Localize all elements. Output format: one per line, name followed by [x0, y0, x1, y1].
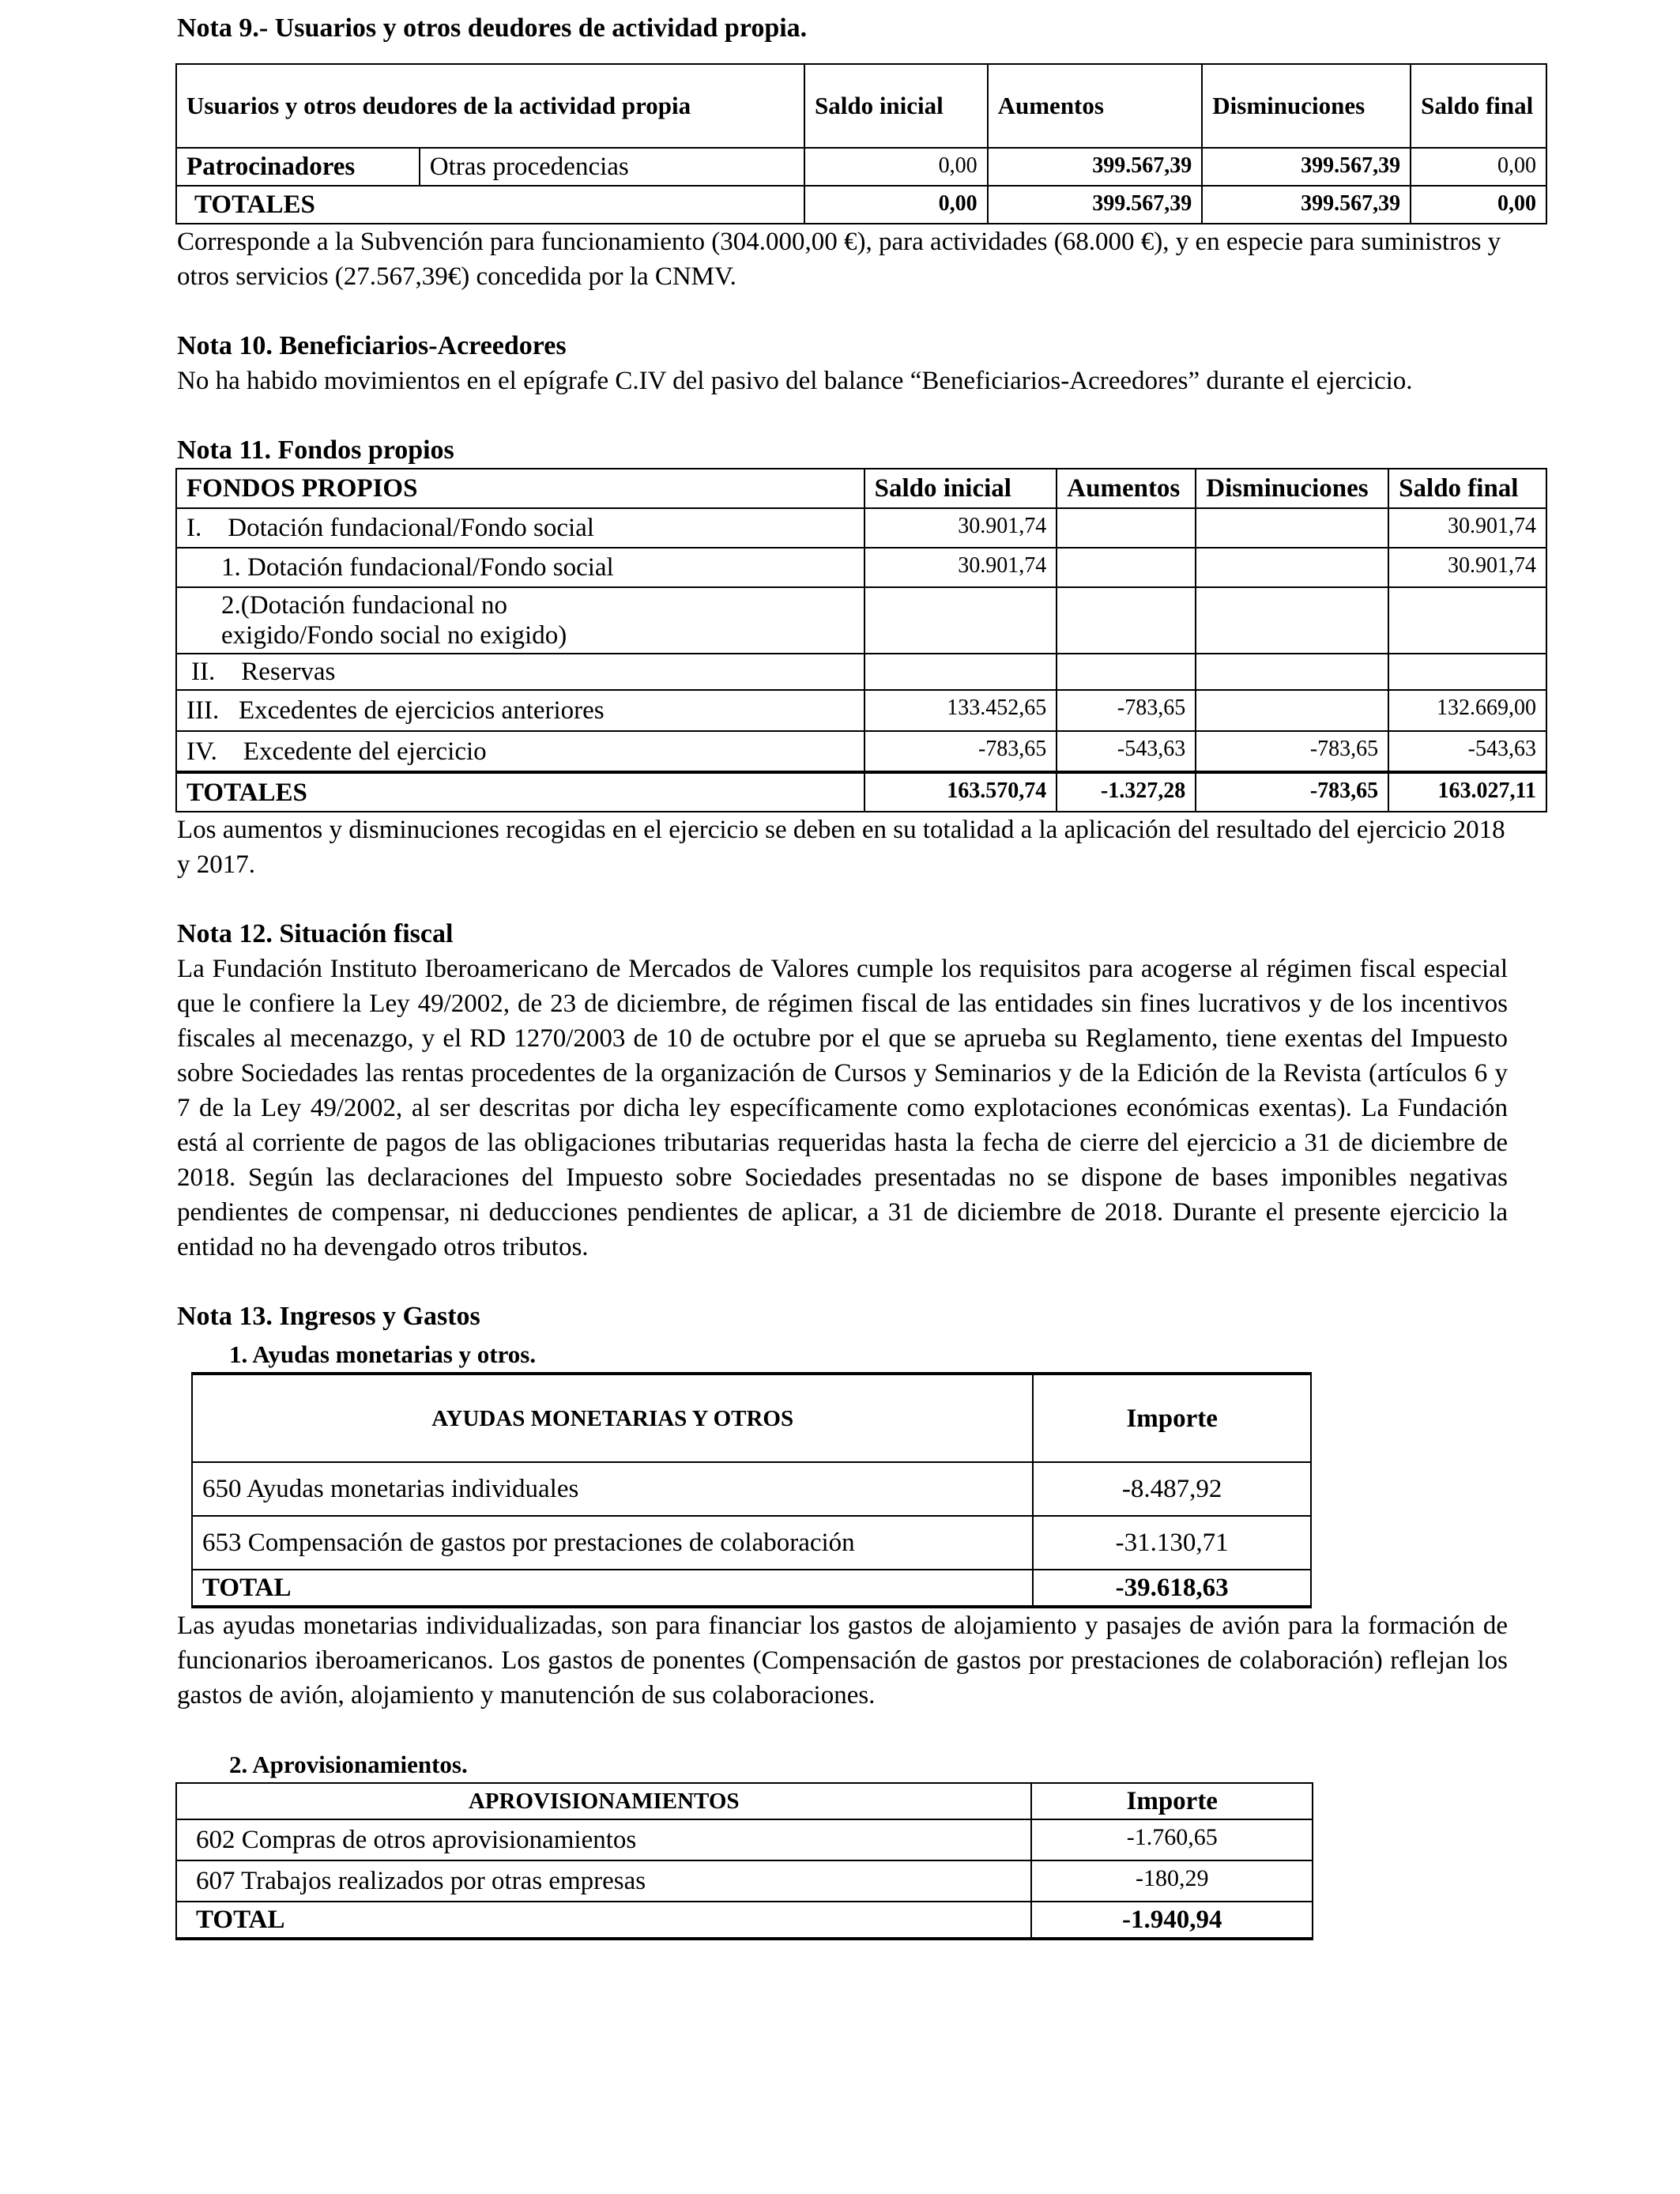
nota11-row-saldo-final	[1388, 587, 1546, 654]
nota11-row-aumentos	[1057, 587, 1196, 654]
nota13-ayudas-row-importe: -8.487,92	[1033, 1462, 1311, 1516]
nota9-totals-saldo-inicial: 0,00	[804, 186, 988, 224]
nota13-aprovisionamientos-table	[175, 1782, 1313, 1940]
nota11-header-disminuciones: Disminuciones	[1196, 469, 1388, 508]
nota11-row-saldo-final: 30.901,74	[1388, 548, 1546, 587]
nota9-row-saldo-inicial: 0,00	[804, 148, 988, 186]
nota11-row-saldo-inicial: 133.452,65	[864, 690, 1057, 731]
nota11-row-disminuciones	[1196, 654, 1388, 690]
nota13-aprov-header-concept: APROVISIONAMIENTOS	[176, 1783, 1031, 1819]
nota11-totals-saldo-final: 163.027,11	[1388, 772, 1546, 812]
nota9-header-disminuciones: Disminuciones	[1202, 64, 1411, 148]
nota13-heading: Nota 13. Ingresos y Gastos	[177, 1302, 480, 1331]
nota13-aprov-row-importe: -1.760,65	[1031, 1819, 1313, 1860]
nota11-row-saldo-inicial	[864, 587, 1057, 654]
nota13-ayudas-header-importe: Importe	[1033, 1374, 1311, 1462]
nota9-row-aumentos: 399.567,39	[988, 148, 1203, 186]
nota11-row-saldo-inicial: -783,65	[864, 731, 1057, 772]
nota11-totals-label: TOTALES	[176, 772, 864, 812]
document-page	[177, 0, 1536, 1940]
nota13-aprov-total-label: TOTAL	[176, 1902, 1031, 1939]
nota11-row-aumentos: -783,65	[1057, 690, 1196, 731]
nota13-aprov-row-label: 602 Compras de otros aprovisionamientos	[176, 1819, 1031, 1860]
nota13-aprov-total-importe: -1.940,94	[1031, 1902, 1313, 1939]
nota11-row-saldo-final: -543,63	[1388, 731, 1546, 772]
nota13-ayudas-table	[191, 1372, 1312, 1608]
nota11-row-saldo-final: 132.669,00	[1388, 690, 1546, 731]
nota10-text: No ha habido movimientos en el epígrafe C.IV del pasivo del balance “Beneficiarios-Acreedores” durante el ejercicio.	[177, 367, 1413, 395]
nota11-header-concept: FONDOS PROPIOS	[176, 469, 864, 508]
nota9-header-saldo-inicial: Saldo inicial	[804, 64, 988, 148]
nota9-totals-label: TOTALES	[176, 186, 804, 224]
nota11-row-disminuciones	[1196, 508, 1388, 548]
nota11-row-saldo-inicial: 30.901,74	[864, 508, 1057, 548]
nota10-heading: Nota 10. Beneficiarios-Acreedores	[177, 331, 567, 360]
nota13-ayudas-row-importe: -31.130,71	[1033, 1516, 1311, 1570]
nota13-subheading-ayudas: 1. Ayudas monetarias y otros.	[229, 1340, 537, 1368]
nota9-totals-disminuciones: 399.567,39	[1202, 186, 1411, 224]
nota11-row-aumentos	[1057, 508, 1196, 548]
nota13-aprov-row-importe: -180,29	[1031, 1860, 1313, 1902]
nota13-subheading-aprovisionamientos: 2. Aprovisionamientos.	[229, 1751, 468, 1778]
nota9-row-disminuciones: 399.567,39	[1202, 148, 1411, 186]
nota11-table	[175, 468, 1547, 812]
nota13-ayudas-text: Las ayudas monetarias individualizadas, son para financiar los gastos de alojamiento y pasajes de avión para la formación de funcionarios iberoamericanos. Los gastos de ponentes (Compensación de gastos por prestaciones de colaboración) reflejan los gastos de avión, alojamiento y manutención de sus colaboraciones.	[177, 1612, 1508, 1710]
nota9-header-saldo-final: Saldo final	[1411, 64, 1546, 148]
nota13-ayudas-total-label: TOTAL	[192, 1570, 1033, 1607]
nota11-row-disminuciones: -783,65	[1196, 731, 1388, 772]
nota11-row-label: II. Reservas	[176, 654, 864, 690]
nota9-totals-aumentos: 399.567,39	[988, 186, 1203, 224]
nota9-row-patrocinadores: Patrocinadores	[176, 148, 420, 186]
nota11-row-saldo-inicial: 30.901,74	[864, 548, 1057, 587]
nota11-header-saldo-inicial: Saldo inicial	[864, 469, 1057, 508]
nota11-row-aumentos	[1057, 548, 1196, 587]
nota11-row-disminuciones	[1196, 587, 1388, 654]
nota13-aprov-header-importe: Importe	[1031, 1783, 1313, 1819]
nota11-totals-aumentos: -1.327,28	[1057, 772, 1196, 812]
nota11-header-saldo-final: Saldo final	[1388, 469, 1546, 508]
nota9-text: Corresponde a la Subvención para funcionamiento (304.000,00 €), para actividades (68.000 €), y en especie para suministros y otros servicios (27.567,39€) concedida por la CNMV.	[177, 228, 1501, 291]
nota11-totals-saldo-inicial: 163.570,74	[864, 772, 1057, 812]
nota11-totals-disminuciones: -783,65	[1196, 772, 1388, 812]
nota11-text: Los aumentos y disminuciones recogidas en el ejercicio se deben en su totalidad a la aplicación del resultado del ejercicio 2018 y 2017.	[177, 816, 1505, 879]
nota11-row-disminuciones	[1196, 690, 1388, 731]
nota11-row-label: III. Excedentes de ejercicios anteriores	[176, 690, 864, 731]
nota11-row-aumentos	[1057, 654, 1196, 690]
nota9-table	[175, 63, 1547, 224]
nota13-ayudas-total-importe: -39.618,63	[1033, 1570, 1311, 1607]
nota11-row-label: 1. Dotación fundacional/Fondo social	[176, 548, 864, 587]
nota12-heading: Nota 12. Situación fiscal	[177, 919, 454, 948]
nota9-header-aumentos: Aumentos	[988, 64, 1203, 148]
nota9-totals-saldo-final: 0,00	[1411, 186, 1546, 224]
nota13-ayudas-header-concept: AYUDAS MONETARIAS Y OTROS	[192, 1374, 1033, 1462]
nota13-ayudas-row-label: 653 Compensación de gastos por prestaciones de colaboración	[192, 1516, 1033, 1570]
nota11-row-saldo-final: 30.901,74	[1388, 508, 1546, 548]
nota11-header-aumentos: Aumentos	[1057, 469, 1196, 508]
nota11-row-label: IV. Excedente del ejercicio	[176, 731, 864, 772]
nota9-row-procedencia: Otras procedencias	[420, 148, 804, 186]
nota11-row-label: I. Dotación fundacional/Fondo social	[176, 508, 864, 548]
nota13-ayudas-row-label: 650 Ayudas monetarias individuales	[192, 1462, 1033, 1516]
nota11-heading: Nota 11. Fondos propios	[177, 435, 454, 465]
nota12-text: La Fundación Instituto Iberoamericano de Mercados de Valores cumple los requisitos para acogerse al régimen fiscal especial que le confiere la Ley 49/2002, de 23 de diciembre, de régimen fiscal de las entidades sin fines lucrativos y de los incentivos fiscales al mecenazgo, y el RD 1270/2003 de 10 de octubre por el que se aprueba su Reglamento, tiene exentas del Impuesto sobre Sociedades las rentas procedentes de la organización de Cursos y Seminarios y de la Edición de la Revista (artículos 6 y 7 de la Ley 49/2002, al ser descritas por dicha ley específicamente como explotaciones económicas exentas). La Fundación está al corriente de pagos de las obligaciones tributarias requeridas hasta la fecha de cierre del ejercicio a 31 de diciembre de 2018. Según las declaraciones del Impuesto sobre Sociedades presentadas no se dispone de bases imponibles negativas pendientes de compensar, ni deducciones pendientes de aplicar, a 31 de diciembre de 2018. Durante el presente ejercicio la entidad no ha devengado otros tributos.	[177, 955, 1508, 1261]
nota11-row-saldo-final	[1388, 654, 1546, 690]
nota9-header-concept: Usuarios y otros deudores de la actividad propia	[176, 64, 804, 148]
nota11-row-aumentos: -543,63	[1057, 731, 1196, 772]
nota11-row-saldo-inicial	[864, 654, 1057, 690]
nota9-heading: Nota 9.- Usuarios y otros deudores de actividad propia.	[177, 13, 808, 43]
nota11-row-disminuciones	[1196, 548, 1388, 587]
nota13-aprov-row-label: 607 Trabajos realizados por otras empresas	[176, 1860, 1031, 1902]
nota11-row-label: 2.(Dotación fundacional no exigido/Fondo social no exigido)	[176, 587, 864, 654]
nota9-row-saldo-final: 0,00	[1411, 148, 1546, 186]
